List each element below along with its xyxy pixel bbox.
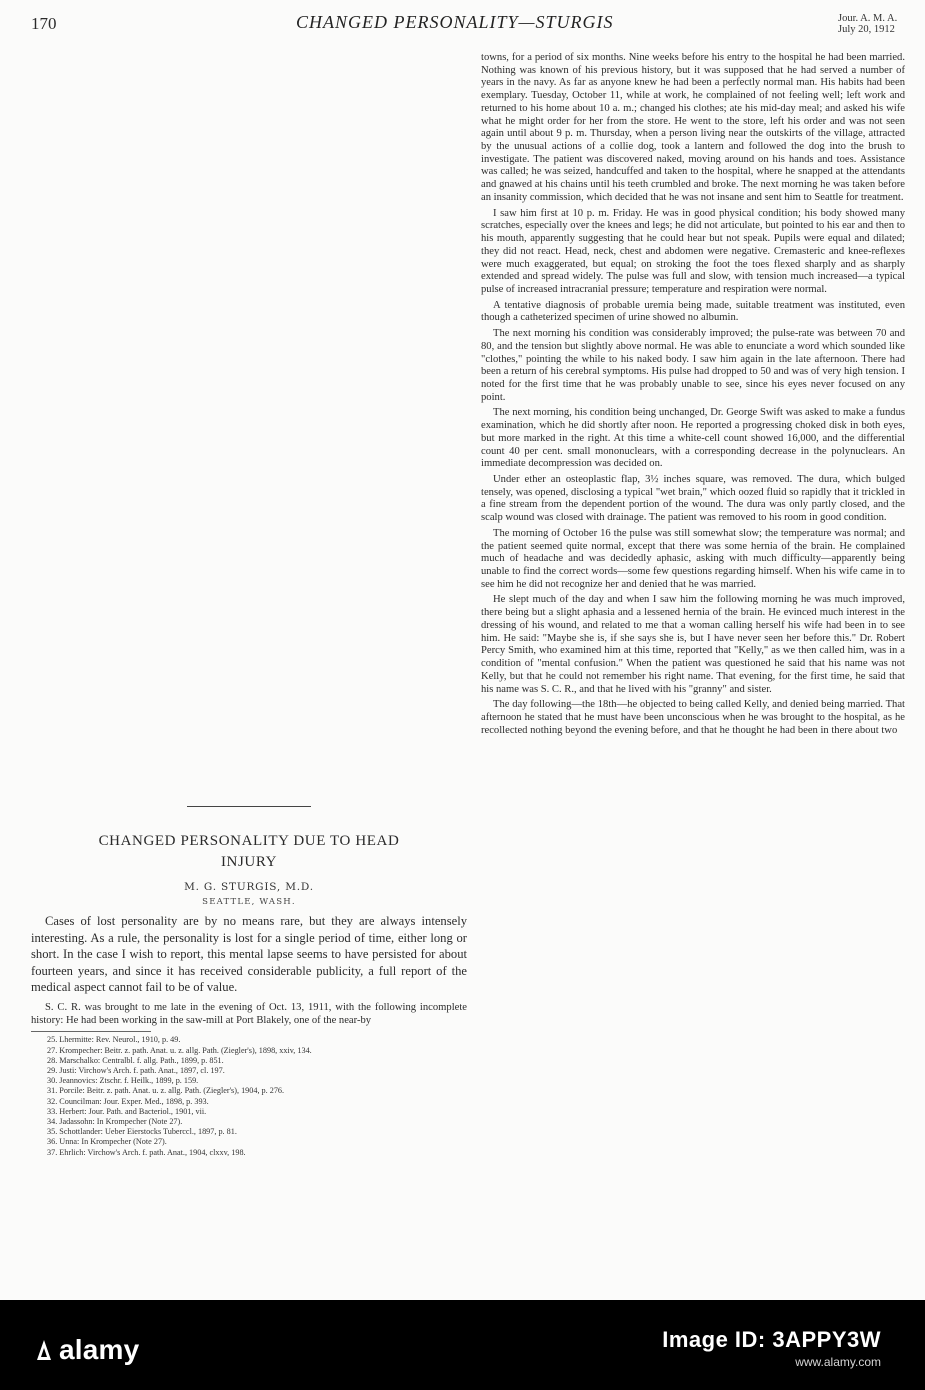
reference-item: 30. Jeannovics: Ztschr. f. Heilk., 1899, p. 159. (47, 1076, 199, 1086)
site-url: www.alamy.com (795, 1355, 881, 1369)
body-paragraph: A tentative diagnosis of probable uremia being made, suitable treatment was instituted, even though a catheterized specimen of urine showed no albumin. (481, 299, 905, 324)
journal-name: Jour. A. M. A. (838, 13, 898, 24)
author-name: M. G. STURGIS, M.D. (184, 881, 314, 893)
page-header (0, 0, 925, 50)
body-paragraph: He slept much of the day and when I saw him the following morning he was much improved, there being but a slight aphasia and a lessened hernia of the brain. He evinced much interest in the dressing of his wound, and related to me that a woman calling herself his wife had been in to see him. He said: "Maybe she is, if she says she is, but I have never seen her before this." Dr. Robert Percy Smith, who examined him at this time, reported that "Kelly," as we then called him, was in a condition of "mental confusion." When the patient was questioned he said that his name was not Kelly, but that he could not remember his right name. That evening, for the first time, he said that his name was S. C. R., and that he lived with his "granny" and sister. (481, 594, 905, 695)
body-paragraph: The morning of October 16 the pulse was still somewhat slow; the temperature was normal; and the patient seemed quite normal, except that there was some hernia of the brain. He complained much of headache and was decidedly aphasic, asking with much difficulty—apparently being unable to find the correct words—some few questions regarding himself. When his wife came in to see him he did not recognize her and denied that he was married. (481, 527, 905, 590)
intro-paragraph: Cases of lost personality are by no means rare, but they are always intensely interesting. As a rule, the personality is lost for a single period of time, either long or short. In the case I wish to report, this mental lapse seems to have persisted for about fourteen years, and since it has received considerable publicity, a full report of the medical aspect cannot fail to be of value. (31, 914, 467, 995)
reference-item: 35. Schottlander: Ueber Eierstocks Tuberccl., 1897, p. 81. (47, 1127, 237, 1137)
reference-item: 29. Justi: Virchow's Arch. f. path. Anat., 1897, cl. 197. (47, 1065, 225, 1075)
reference-item: 37. Ehrlich: Virchow's Arch. f. path. Anat., 1904, clxxv, 198. (47, 1147, 246, 1157)
case-opening-paragraph: S. C. R. was brought to me late in the evening of Oct. 13, 1911, with the following incomplete history: He had been working in the saw-mill at Port Blakely, one of the near-by (31, 1001, 467, 1026)
body-paragraph: Under ether an osteoplastic flap, 3½ inches square, was removed. The dura, which bulged tensely, was opened, disclosing a typical "wet brain," which oozed fluid so rapidly that it trickled in a fine stream from the dependent portion of the wound. The dura was only partly closed, and the scalp wound was closed with drainage. The patient was removed to his room in good condition. (481, 474, 905, 524)
article-title: CHANGED PERSONALITY DUE TO HEAD INJURY (98, 833, 400, 870)
reference-item: 27. Krompecher: Beitr. z. path. Anat. u. z. allg. Path. (Ziegler's), 1898, xxiv, 134. (47, 1045, 312, 1055)
body-paragraph: The next morning, his condition being unchanged, Dr. George Swift was asked to make a fundus examination, which he did shortly after noon. He reported a progressing choked disk in both eyes, but more marked in the right. At this time a white-cell count showed 16,000, and the differential count 40 per cent. small mononuclears, with a corresponding decrease in the polynuclears. An immediate decompression was decided on. (481, 407, 905, 470)
reference-item: 34. Jadassohn: In Krompecher (Note 27). (47, 1117, 183, 1126)
reference-item: 25. Lhermitte: Rev. Neurol., 1910, p. 49. (47, 1035, 181, 1045)
image-id: Image ID: 3APPY3W (662, 1327, 881, 1352)
body-paragraph: towns, for a period of six months. Nine weeks before his entry to the hospital he had been married. Nothing was known of his previous history, but it was supposed that he had served a number of years in the navy. As far as anyone knew he had been a perfectly normal man. His habits had been exemplary. Tuesday, October 11, while at work, he complained of not feeling well; left work and returned to his home about 10 a. m.; changed his clothes; ate his mid-day meal; and asked his wife what he might order for her from the store. He went to the store, left his order and was not seen again until about 9 p. m. Thursday, when a person living near the outskirts of the village, attracted by the unusual actions of a collie dog, took a lantern and followed the dog into the brush to investigate. The patient was discovered naked, moving around on his hands and toes. Assistance was called; he was seized, handcuffed and taken to the hospital, where he snapped at the attendants and gnawed at his chains until his teeth crumbled and broke. The next morning he was taken before an insanity commission, which decided that he was not insane and sent him to Seattle for treatment. (481, 52, 905, 203)
title-divider (187, 806, 311, 807)
journal-date: July 20, 1912 (838, 24, 895, 35)
image-id-block (662, 1327, 881, 1369)
reference-item: 28. Marschalko: Centralbl. f. allg. Path., 1899, p. 851. (47, 1055, 224, 1065)
references-list (31, 1035, 467, 1157)
body-paragraph: I saw him first at 10 p. m. Friday. He was in good physical condition; his body showed many scratches, especially over the knees and legs; he did not articulate, but pointed to his ear and then to his mouth, apparently suggesting that he could hear but not speak. Pupils were equal and dilated; they did not react. Head, neck, chest and abdomen were negative. Cremasteric and knee-reflexes were much exaggerated, but equal; on stroking the foot the toes flexed sharply and as sharply extended and spread widely. The pulse was full and slow, with tension much increased—a typical pulse of increased intracranial pressure; temperature and respiration were normal. (481, 207, 905, 295)
left-column (31, 806, 467, 1158)
references-divider (31, 1031, 151, 1032)
alamy-logo-icon (37, 1340, 51, 1360)
right-column (481, 52, 905, 737)
reference-item: 36. Unna: In Krompecher (Note 27). (47, 1137, 167, 1147)
alamy-wordmark: alamy (59, 1334, 140, 1365)
author-location: SEATTLE, WASH. (202, 897, 296, 907)
reference-item: 31. Porcile: Beitr. z. path. Anat. u. z. allg. Path. (Ziegler's), 1904, p. 276. (47, 1086, 285, 1096)
running-title: CHANGED PERSONALITY—STURGIS (296, 12, 614, 32)
reference-item: 32. Councilman: Jour. Exper. Med., 1898, p. 393. (47, 1096, 209, 1106)
journal-reference (838, 13, 918, 35)
body-paragraph: The day following—the 18th—he objected to being called Kelly, and denied being married. That afternoon he stated that he must have been unconscious when he was brought to the hospital, as he recollected nothing beyond the evening before, and that he thought he had been in there about two (481, 699, 905, 736)
body-paragraph: The next morning his condition was considerably improved; the pulse-rate was between 70 and 80, and the tension but slightly above normal. He was able to enunciate a word which sounded like "clothes," pointing the while to his naked body. I saw him again in the late afternoon. There had been a return of his cerebral symptoms. His pulse had dropped to 50 and was of very high tension. I noted for the first time that he was probably unable to see, since his eyes never focused on any point. (481, 328, 905, 403)
page-number: 170 (31, 14, 57, 33)
reference-item: 33. Herbert: Jour. Path. and Bacteriol., 1901, vii. (47, 1106, 207, 1116)
